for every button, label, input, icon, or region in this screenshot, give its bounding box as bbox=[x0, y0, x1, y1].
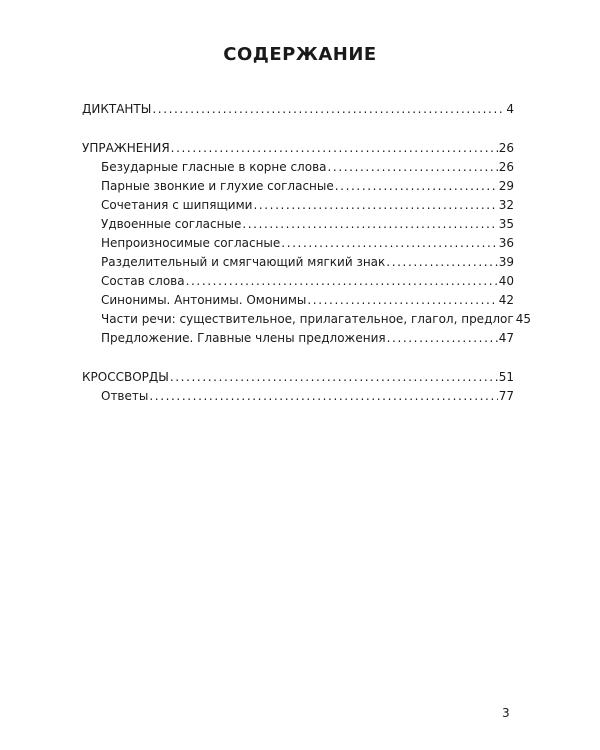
toc-section-exercises bbox=[82, 139, 531, 348]
toc-leader-dots bbox=[242, 215, 497, 234]
toc-leader-dots bbox=[387, 329, 498, 348]
toc-subentry[interactable] bbox=[82, 329, 514, 348]
toc-section-dictations bbox=[82, 100, 514, 119]
toc-subentry-label: Синонимы. Антонимы. Омонимы bbox=[101, 293, 307, 307]
toc-entry[interactable] bbox=[82, 100, 514, 119]
toc-leader-dots bbox=[335, 177, 498, 196]
toc-subentry-page: 42 bbox=[498, 293, 514, 307]
toc-leader-dots bbox=[328, 158, 498, 177]
table-of-contents bbox=[82, 100, 531, 426]
toc-subentry-page: 32 bbox=[498, 198, 514, 212]
toc-entry-label: УПРАЖНЕНИЯ bbox=[82, 141, 170, 155]
toc-subentry-label: Ответы bbox=[101, 389, 149, 403]
toc-entry-label: КРОССВОРДЫ bbox=[82, 370, 169, 384]
toc-subentry-page: 39 bbox=[498, 255, 514, 269]
toc-subentry[interactable] bbox=[82, 234, 514, 253]
toc-leader-dots bbox=[281, 234, 497, 253]
toc-subentry-page: 40 bbox=[498, 274, 514, 288]
toc-leader-dots bbox=[149, 387, 497, 406]
toc-subentry[interactable] bbox=[82, 310, 531, 329]
toc-subentry-page: 77 bbox=[498, 389, 514, 403]
toc-subentry[interactable] bbox=[82, 158, 514, 177]
toc-leader-dots bbox=[307, 291, 497, 310]
toc-subentry-label: Разделительный и смягчающий мягкий знак bbox=[101, 255, 386, 269]
toc-subentry-label: Сочетания с шипящими bbox=[101, 198, 253, 212]
toc-entry-label: ДИКТАНТЫ bbox=[82, 102, 152, 116]
toc-entry[interactable] bbox=[82, 368, 514, 387]
toc-subentry[interactable] bbox=[82, 387, 514, 406]
toc-leader-dots bbox=[186, 272, 498, 291]
toc-leader-dots bbox=[152, 100, 505, 119]
toc-subentry-label: Безударные гласные в корне слова bbox=[101, 160, 327, 174]
toc-subentry[interactable] bbox=[82, 215, 514, 234]
toc-subentry-label: Состав слова bbox=[101, 274, 185, 288]
toc-subentry[interactable] bbox=[82, 177, 514, 196]
toc-subentry-page: 36 bbox=[498, 236, 514, 250]
toc-section-crosswords bbox=[82, 368, 514, 406]
toc-subentry[interactable] bbox=[82, 196, 514, 215]
toc-subentry-label: Парные звонкие и глухие согласные bbox=[101, 179, 334, 193]
toc-subentry-page: 45 bbox=[515, 312, 531, 326]
toc-subentry[interactable] bbox=[82, 253, 514, 272]
toc-subentry-page: 26 bbox=[498, 160, 514, 174]
toc-subentry-label: Непроизносимые согласные bbox=[101, 236, 281, 250]
toc-subentry-page: 35 bbox=[498, 217, 514, 231]
toc-subentry-label: Удвоенные согласные bbox=[101, 217, 242, 231]
toc-entry-page: 26 bbox=[498, 141, 514, 155]
toc-leader-dots bbox=[386, 253, 497, 272]
toc-subentry-label: Предложение. Главные члены предложения bbox=[101, 331, 386, 345]
toc-leader-dots bbox=[171, 139, 498, 158]
toc-leader-dots bbox=[253, 196, 497, 215]
toc-subentry-page: 47 bbox=[498, 331, 514, 345]
toc-subentry[interactable] bbox=[82, 272, 514, 291]
page-title: СОДЕРЖАНИЕ bbox=[223, 44, 377, 65]
toc-leader-dots bbox=[170, 368, 498, 387]
toc-entry[interactable] bbox=[82, 139, 514, 158]
toc-subentry-label: Части речи: существительное, прилагательное, глагол, предлог bbox=[101, 312, 514, 326]
toc-subentry-page: 29 bbox=[498, 179, 514, 193]
toc-entry-page: 51 bbox=[498, 370, 514, 384]
toc-subentry[interactable] bbox=[82, 291, 514, 310]
toc-entry-page: 4 bbox=[506, 102, 514, 116]
page-number: 3 bbox=[502, 706, 510, 720]
